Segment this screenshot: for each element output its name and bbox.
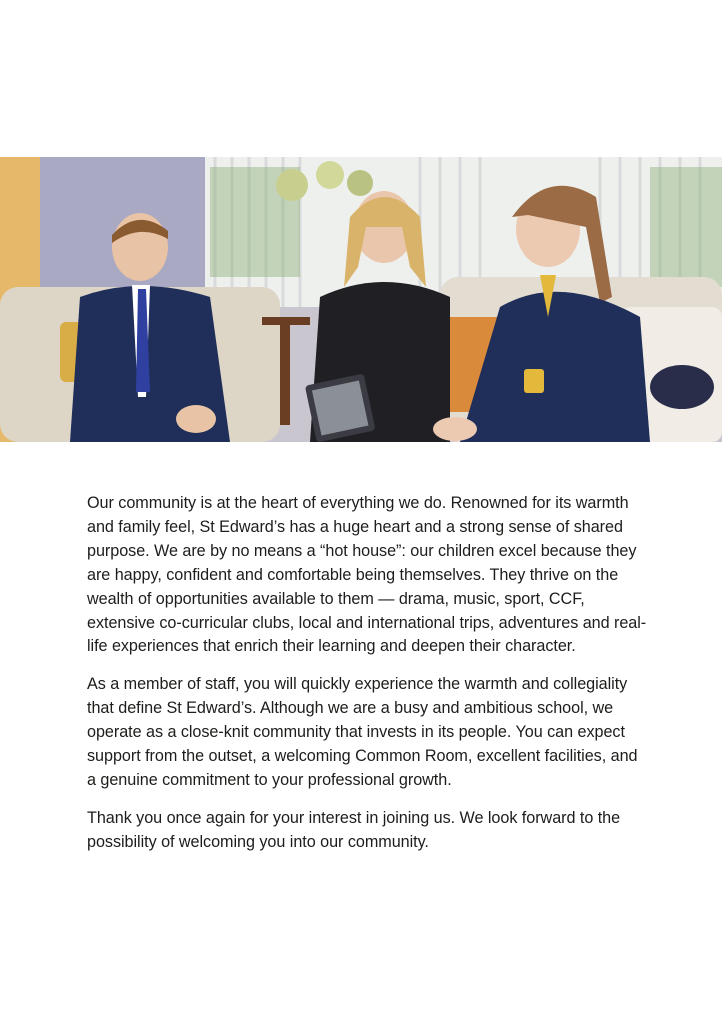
paragraph-community: Our community is at the heart of everything we do. Renowned for its warmth and family feel, St Edward’s has a huge heart and a strong sense of shared purpose. We are by no means a “hot house”: our children excel because they are happy, confident and comfortable being themselves. They thrive on the wealth of opportunities available to them — drama, music, sport, CCF, extensive co-curricular clubs, local and international trips, adventures and real-life experiences that enrich their learning and deepen their character.: [87, 494, 647, 656]
photo-flowers: [276, 169, 308, 201]
photo-school-crest: [524, 369, 544, 393]
paragraph-staff: As a member of staff, you will quickly experience the warmth and collegiality that define St Edward’s. Although we are a busy and ambitious school, we operate as a close-knit community that invests in its people. You can expect support from the outset, a welcoming Common Room, excellent facilities, and a genuine commitment to your professional growth.: [87, 675, 638, 789]
body-text: [87, 492, 647, 869]
photo-garden-right: [650, 167, 722, 287]
hero-photo: [0, 157, 722, 442]
paragraph-thanks: Thank you once again for your interest in joining us. We look forward to the possibility of welcoming you into our community.: [87, 808, 621, 851]
photo-side-table: [262, 317, 310, 325]
hero-photo-illustration: [0, 157, 722, 442]
